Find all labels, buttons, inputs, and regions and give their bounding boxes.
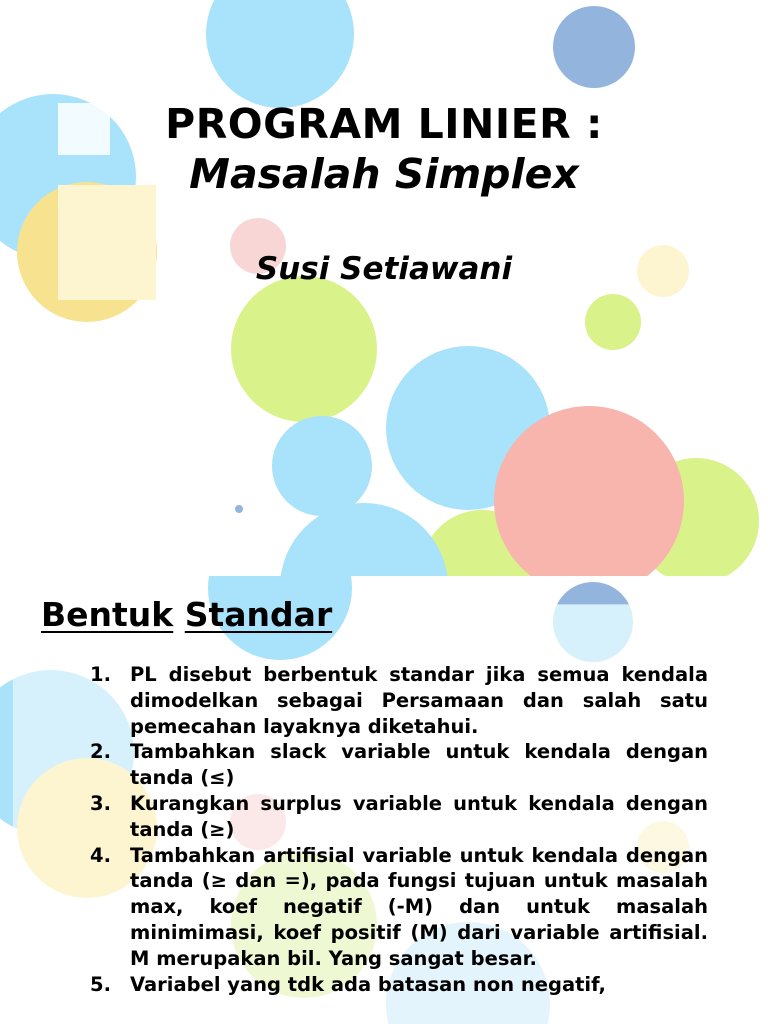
- heading-word-bentuk: Bentuk: [41, 595, 174, 634]
- decor-circle: [585, 294, 641, 350]
- list-number: 4.: [90, 843, 111, 867]
- list-item: [90, 791, 708, 843]
- presentation-subtitle: Masalah Simplex: [189, 150, 579, 198]
- slide-heading: [41, 595, 332, 634]
- heading-word-standar: Standar: [184, 595, 333, 634]
- presentation-title: PROGRAM LINIER :: [165, 100, 603, 148]
- list-item: [90, 843, 708, 972]
- list-number: 2.: [90, 740, 111, 764]
- list-number: 1.: [90, 663, 111, 686]
- decor-circle: [280, 503, 448, 576]
- list-text: Variabel yang tdk ada batasan non negatif,: [130, 972, 606, 996]
- decor-circle: [553, 6, 635, 88]
- content-slide: [0, 576, 768, 1024]
- decor-circle: [231, 276, 377, 422]
- list-item: [90, 972, 708, 998]
- list-item: [90, 662, 708, 739]
- list-text: Tambahkan artifisial variable untuk kendala dengan tanda (≥ dan =), pada fungsi tujuan untuk masalah max, koef negatif (-M) dan untuk masalah minimimasi, koef positif (M) dari variable artifisial. M merupakan bil. Yang sangat besar.: [130, 843, 708, 970]
- decor-circle: [494, 406, 684, 576]
- list-number: 3.: [90, 791, 111, 815]
- standard-form-list: [90, 662, 708, 997]
- author-name: Susi Setiawani: [255, 251, 513, 287]
- decor-circle: [272, 416, 372, 516]
- list-text: Tambahkan slack variable untuk kendala dengan tanda (≤): [130, 740, 708, 790]
- list-text: PL disebut berbentuk standar jika semua kendala dimodelkan sebagai Persamaan dan salah satu pemecahan layaknya diketahui.: [130, 663, 708, 738]
- decor-circle: [206, 0, 354, 108]
- list-number: 5.: [90, 972, 111, 996]
- decor-dot: [235, 505, 243, 513]
- list-text: Kurangkan surplus variable untuk kendala dengan tanda (≥): [130, 791, 708, 841]
- list-item: [90, 739, 708, 791]
